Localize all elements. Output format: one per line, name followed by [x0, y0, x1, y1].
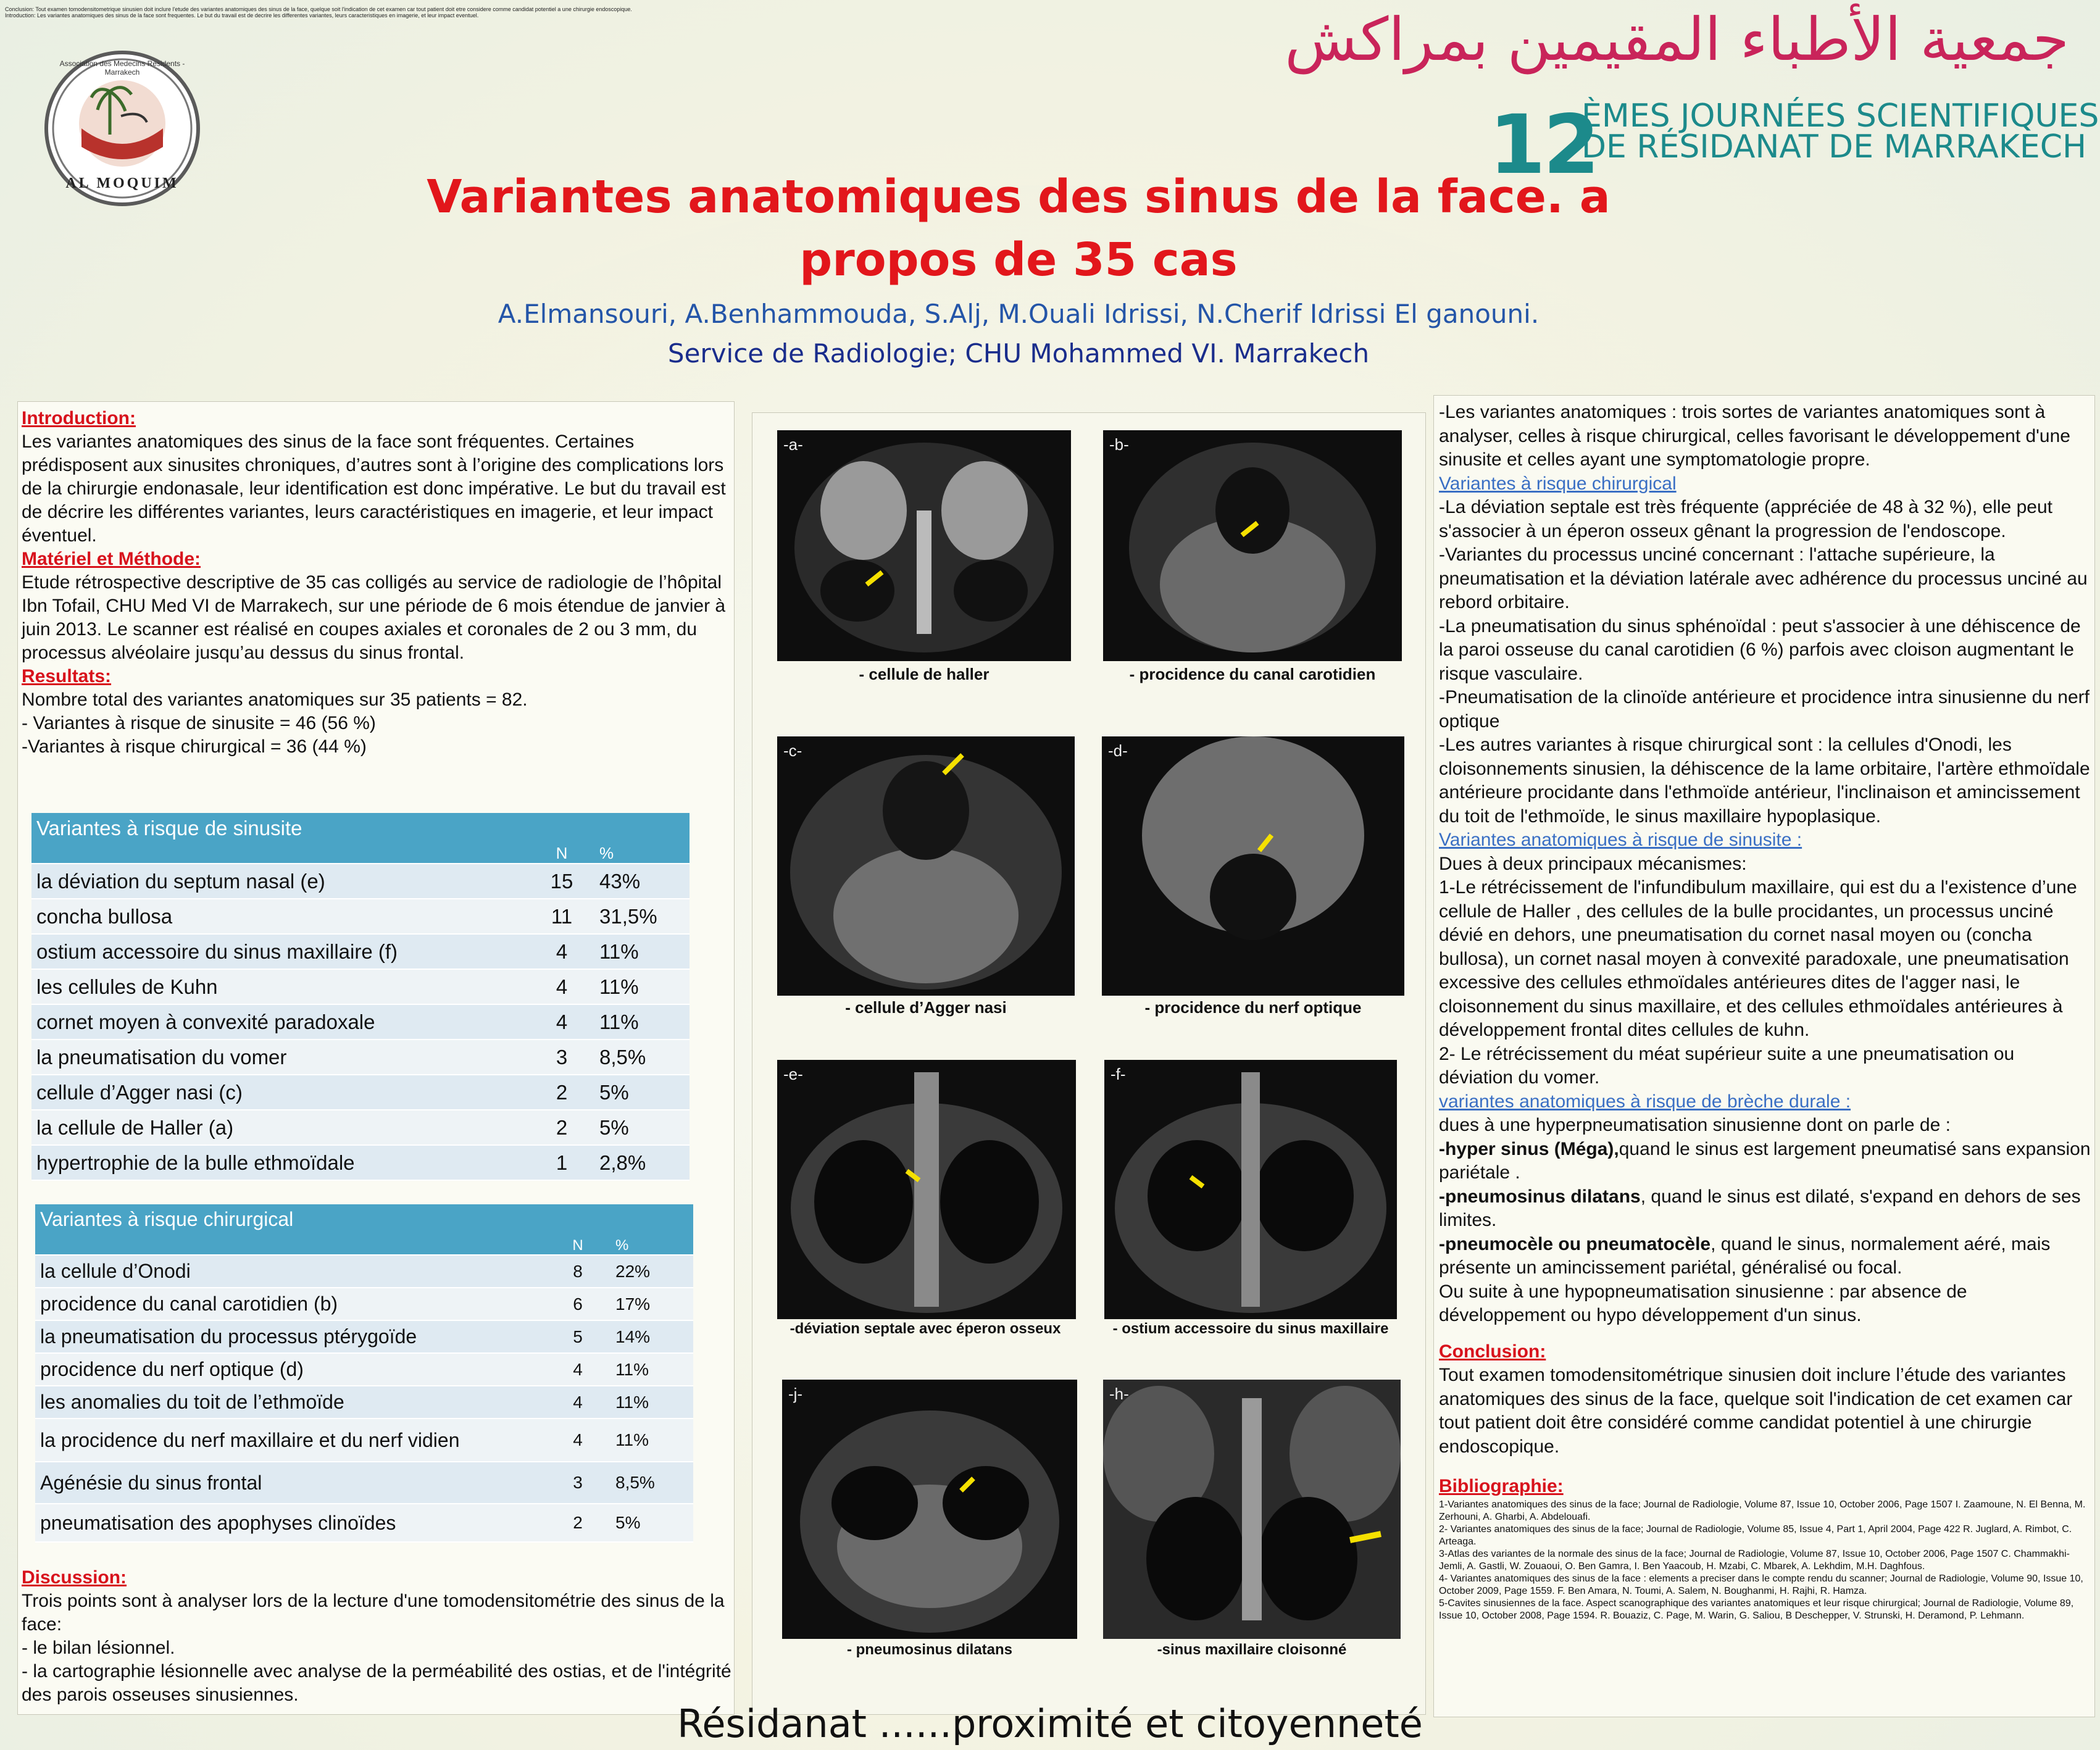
discussion-point-1: - le bilan lésionnel.: [22, 1638, 175, 1658]
methode-heading: Matériel et Méthode:: [22, 549, 201, 569]
ct-image-a: [777, 430, 1071, 661]
table-row: procidence du canal carotidien (b) 6 17%: [35, 1288, 693, 1320]
methode-text: Etude rétrospective descriptive de 35 cas colligés au service de radiologie de l’hôpital Ibn Tofail, CHU Med VI de Marrakech, sur une période de 6 mois étendue de janvier à juin 2013. Le scanner est réalisé en coupes axiales et coronales de 2 ou 3 mm, du processus alvéolaire jusqu’au dessus du sinus frontal.: [22, 572, 726, 663]
ct-image-b: [1103, 430, 1402, 661]
table-sinusite-pct: %: [594, 813, 690, 864]
image-caption: - ostium accessoire du sinus maxillaire: [1112, 1320, 1389, 1337]
resultats-total: Nombre total des variantes anatomiques sur 35 patients = 82.: [22, 690, 528, 710]
image-label: -e-: [783, 1065, 803, 1083]
table-row: Agénésie du sinus frontal 3 8,5%: [35, 1462, 693, 1504]
image-label: -b-: [1109, 435, 1129, 454]
right-paragraph: -hyper sinus (Méga),quand le sinus est largement pneumatisé sans expansion pariétale .: [1439, 1138, 2091, 1183]
conclusion-text: Tout examen tomodensitométrique sinusien doit inclure l’étude des variantes anatomiques des sinus de la face, quelque soit l'indication de cet examen car tout patient doit être considéré comme candidat potentiel à une chirurgie endoscopique.: [1439, 1365, 2073, 1457]
image-caption: - procidence du canal carotidien: [1129, 665, 1376, 683]
table-row: hypertrophie de la bulle ethmoïdale 1 2,8%: [31, 1145, 690, 1180]
footer-slogan: Résidanat ......proximité et citoyenneté: [677, 1701, 1423, 1746]
resultats-chirurgical: -Variantes à risque chirurgical = 36 (44 %): [22, 736, 367, 757]
heading-breche-durale: variantes anatomiques à risque de brèche durale :: [1439, 1091, 1851, 1112]
logo-ring-text: Association des Medecins Residents - Marrakech: [59, 59, 185, 77]
table-row: les cellules de Kuhn 4 11%: [31, 969, 690, 1004]
table-row: la cellule de Haller (a) 2 5%: [31, 1110, 690, 1145]
image-caption: -déviation septale avec éperon osseux: [790, 1320, 1061, 1337]
table-row: la déviation du septum nasal (e) 15 43%: [31, 864, 690, 899]
top-banner-line-1: Conclusion: Tout examen tomodensitometrique sinusien doit inclure l'etude des variantes anatomiques des sinus de la face, quelque soit l'indication de cet examen car tout patient doit etre considere comme candidat potentiel a une chirurgie endoscopique.: [5, 6, 632, 12]
conference-line-1: ÈMES JOURNÉES SCIENTIFIQUES: [1581, 98, 2099, 135]
table-row: les anomalies du toit de l’ethmoïde 4 11%: [35, 1386, 693, 1419]
bib-item: 5-Cavites sinusiennes de la face. Aspect scanographique des variantes anatomiques et leur risque chirurgical; Journal de Radiologie, Volume 89, Issue 10, October 2008, Page 1594. R. Bouaziz, C. Page, M. Warin, G. Saliou, B Deschepper, V. Strunski, H. Deramond, P. Lehmann.: [1439, 1598, 2074, 1621]
table-row: cornet moyen à convexité paradoxale 4 11%: [31, 1004, 690, 1040]
table-row: cellule d’Agger nasi (c) 2 5%: [31, 1075, 690, 1110]
resultats-sinusite: - Variantes à risque de sinusite = 46 (56 %): [22, 713, 376, 733]
right-paragraph: -pneumocèle ou pneumatocèle, quand le sinus, normalement aéré, mais présente un amincissement pariétal, généralisé ou focal.: [1439, 1233, 2051, 1278]
image-caption: - procidence du nerf optique: [1144, 998, 1362, 1017]
right-paragraph: -Variantes du processus unciné concernant : l'attache supérieure, la pneumatisation et la déviation latérale avec adhérence du processus unciné au rebord orbitaire.: [1439, 544, 2088, 612]
discussion-heading: Discussion:: [22, 1567, 127, 1588]
discussion-text: Trois points sont à analyser lors de la lecture d'une tomodensitométrie des sinus de la face:: [22, 1591, 725, 1635]
bib-item: 3-Atlas des variantes de la normale des sinus de la face; Journal de Radiologie, Volume 87, Issue 10, October 2006, Page 1507 C. Chammakhi-Jemli, A. Gastli, W. Zouaoui, O. Ben Gamra, I. Ben Yaacoub, H. Mzabi, C. Mbarek, A. Lekhdim, M.H. Daghfous.: [1439, 1548, 2070, 1572]
image-label: -a-: [783, 435, 803, 454]
ct-image-j: [782, 1380, 1077, 1639]
introduction-heading: Introduction:: [22, 408, 136, 428]
ct-image-c: [777, 736, 1075, 996]
introduction-text: Les variantes anatomiques des sinus de la face sont fréquentes. Certaines prédisposent aux sinusites chroniques, d’autres sont à l’origine des complications lors de la chirurgie endonasale, leur identification est donc impérative. Le but du travail est de décrire les différentes variantes, leurs caractéristiques en imagerie, et leur impact éventuel.: [22, 431, 726, 546]
conclusion-heading: Conclusion:: [1439, 1341, 1546, 1362]
table-sinusite-header: Variantes à risque de sinusite: [31, 813, 529, 864]
bibliographie-heading: Bibliographie:: [1439, 1476, 1564, 1496]
authors: A.Elmansouri, A.Benhammouda, S.Alj, M.Ouali Idrissi, N.Cherif Idrissi El ganouni.: [498, 299, 1540, 329]
table-chirurgical-header: Variantes à risque chirurgical: [35, 1204, 545, 1255]
right-column: [1433, 395, 2095, 1717]
heading-risque-chirurgical: Variantes à risque chirurgical: [1439, 473, 1677, 494]
bib-item: 4- Variantes anatomiques des sinus de la face : elements a preciser dans le compte rendu du scanner; Journal de Radiologie, Volume 90, Issue 10, October 2009, Page 1559. F. Ben Amara, N. Toumi, A. Salem, N. Boughanmi, H. Rajhi, R. Hamza.: [1439, 1573, 2083, 1596]
table-row: ostium accessoire du sinus maxillaire (f) 4 11%: [31, 934, 690, 969]
table-row: concha bullosa 11 31,5%: [31, 899, 690, 934]
table-row: procidence du nerf optique (d) 4 11%: [35, 1353, 693, 1386]
right-paragraph: dues à une hyperpneumatisation sinusienne dont on parle de :: [1439, 1115, 1951, 1135]
ct-image-f: [1104, 1060, 1397, 1319]
image-label: -h-: [1109, 1385, 1129, 1403]
images-column: [752, 412, 1426, 1715]
table-row: la procidence du nerf maxillaire et du nerf vidien 4 11%: [35, 1419, 693, 1462]
image-caption: -sinus maxillaire cloisonné: [1157, 1641, 1347, 1658]
image-label: -c-: [783, 741, 802, 760]
ct-image-e: [777, 1060, 1076, 1319]
image-caption: - cellule de haller: [859, 665, 990, 683]
conference-line-2: DE RÉSIDANAT DE MARRAKECH: [1581, 128, 2087, 165]
conference-logo: [1285, 5, 2099, 193]
right-paragraph: -La pneumatisation du sinus sphénoïdal : peut s'associer à une déhiscence de la paroi osseuse du canal carotidien (6 %) parfois avec cloison augmentant le risque vasculaire.: [1439, 615, 2081, 684]
heading-risque-sinusite: Variantes anatomiques à risque de sinusite :: [1439, 830, 1802, 850]
image-label: -j-: [788, 1385, 803, 1403]
ct-image-d: [1102, 736, 1404, 996]
table-row: la pneumatisation du processus ptérygoïde 5 14%: [35, 1320, 693, 1353]
top-banner-line-2: Introduction: Les variantes anatomiques des sinus de la face sont frequentes. Le but du travail est de decrire les differentes variantes, leurs caracteristiques en imagerie, et leur impact eventuel.: [5, 12, 479, 19]
bib-item: 2- Variantes anatomiques des sinus de la face; Journal de Radiologie, Volume 85, Issue 4, Part 1, April 2004, Page 422 R. Juglard, A. Rimbot, C. Arteaga.: [1439, 1523, 2072, 1547]
right-paragraph: -La déviation septale est très fréquente (appréciée de 48 à 32 %), elle peut s'associer à un éperon osseux gênant la progression de l'endoscope.: [1439, 497, 2052, 541]
right-paragraph: Dues à deux principaux mécanismes:: [1439, 853, 1747, 874]
right-paragraph: -Les autres variantes à risque chirurgical sont : la cellules d'Onodi, les cloisonnements sinusien, la déhiscence de la lame orbitaire, l'artère ethmoïdale antérieure procidante dans l'ethmoïde antérieur, l'inclinaison et amincissement du toit de l'ethmoïde, le sinus maxillaire hypoplasique.: [1439, 735, 2090, 827]
right-paragraph: 1-Le rétrécissement de l'infundibulum maxillaire, qui est du a l'existence d’une cellule de Haller , des cellules de la bulle procidantes, un processus unciné dévié en dehors, une pneumatisation du cornet nasal moyen ou (concha bullosa), un cornet nasal moyen à convexité paradoxale, une pneumatisation excessive des cellules ethmoïdales antérieures dites de l'agger nasi, le cloisonnement du sinus maxillaire, et des cellules ethmoïdales antérieures à développement frontal dites cellules de kuhn.: [1439, 877, 2077, 1040]
image-label: -d-: [1108, 741, 1128, 760]
right-paragraph: -pneumosinus dilatans, quand le sinus est dilaté, s'expand en dehors de ses limites.: [1439, 1186, 2081, 1230]
poster-title: Variantes anatomiques des sinus de la face. a propos de 35 cas: [427, 170, 1610, 286]
image-caption: - cellule d’Agger nasi: [845, 998, 1007, 1017]
right-intro: -Les variantes anatomiques : trois sortes de variantes anatomiques sont à analyser, celles à risque chirurgical, celles favorisant le développement d'une sinusite et celles ayant une symptomatologie propre.: [1439, 402, 2070, 470]
left-column: [17, 401, 735, 1715]
table-chirurgical-n: N: [545, 1204, 610, 1255]
logo-bottom-text: AL MOQUIM: [65, 175, 179, 191]
discussion-point-2: - la cartographie lésionnelle avec analyse de la perméabilité des ostias, et de l'intégrité des parois osseuses sinusiennes.: [22, 1661, 731, 1705]
right-paragraph: 2- Le rétrécissement du méat supérieur suite a une pneumatisation ou déviation du vomer.: [1439, 1043, 2015, 1088]
image-caption: - pneumosinus dilatans: [846, 1641, 1013, 1658]
table-row: la cellule d’Onodi 8 22%: [35, 1255, 693, 1288]
ct-image-h: [1103, 1380, 1401, 1639]
table-row: la pneumatisation du vomer 3 8,5%: [31, 1040, 690, 1075]
image-label: -f-: [1110, 1065, 1126, 1083]
right-paragraph: Ou suite à une hypopneumatisation sinusienne : par absence de développement ou hypo développement d'un sinus.: [1439, 1281, 1967, 1325]
arabic-title: جمعية الأطباء المقيمين بمراكش: [1285, 5, 2069, 74]
right-paragraph: -Pneumatisation de la clinoïde antérieure et procidence intra sinusienne du nerf optique: [1439, 687, 2090, 731]
table-chirurgical: [35, 1204, 693, 1543]
association-logo: [44, 51, 200, 206]
table-sinusite-n: N: [529, 813, 594, 864]
table-sinusite: [31, 813, 690, 1181]
resultats-heading: Resultats:: [22, 666, 112, 686]
service-affiliation: Service de Radiologie; CHU Mohammed VI. Marrakech: [667, 338, 1370, 369]
edition-number: 12: [1489, 98, 1598, 193]
table-row: pneumatisation des apophyses clinoïdes 2 5%: [35, 1504, 693, 1542]
table-chirurgical-pct: %: [610, 1204, 693, 1255]
bib-item: 1-Variantes anatomiques des sinus de la face; Journal de Radiologie, Volume 87, Issue 10, October 2006, Page 1507 I. Zaamoune, N. El Benna, M. Zerhouni, A. Gharbi, A. Abdelouafi.: [1439, 1499, 2086, 1522]
